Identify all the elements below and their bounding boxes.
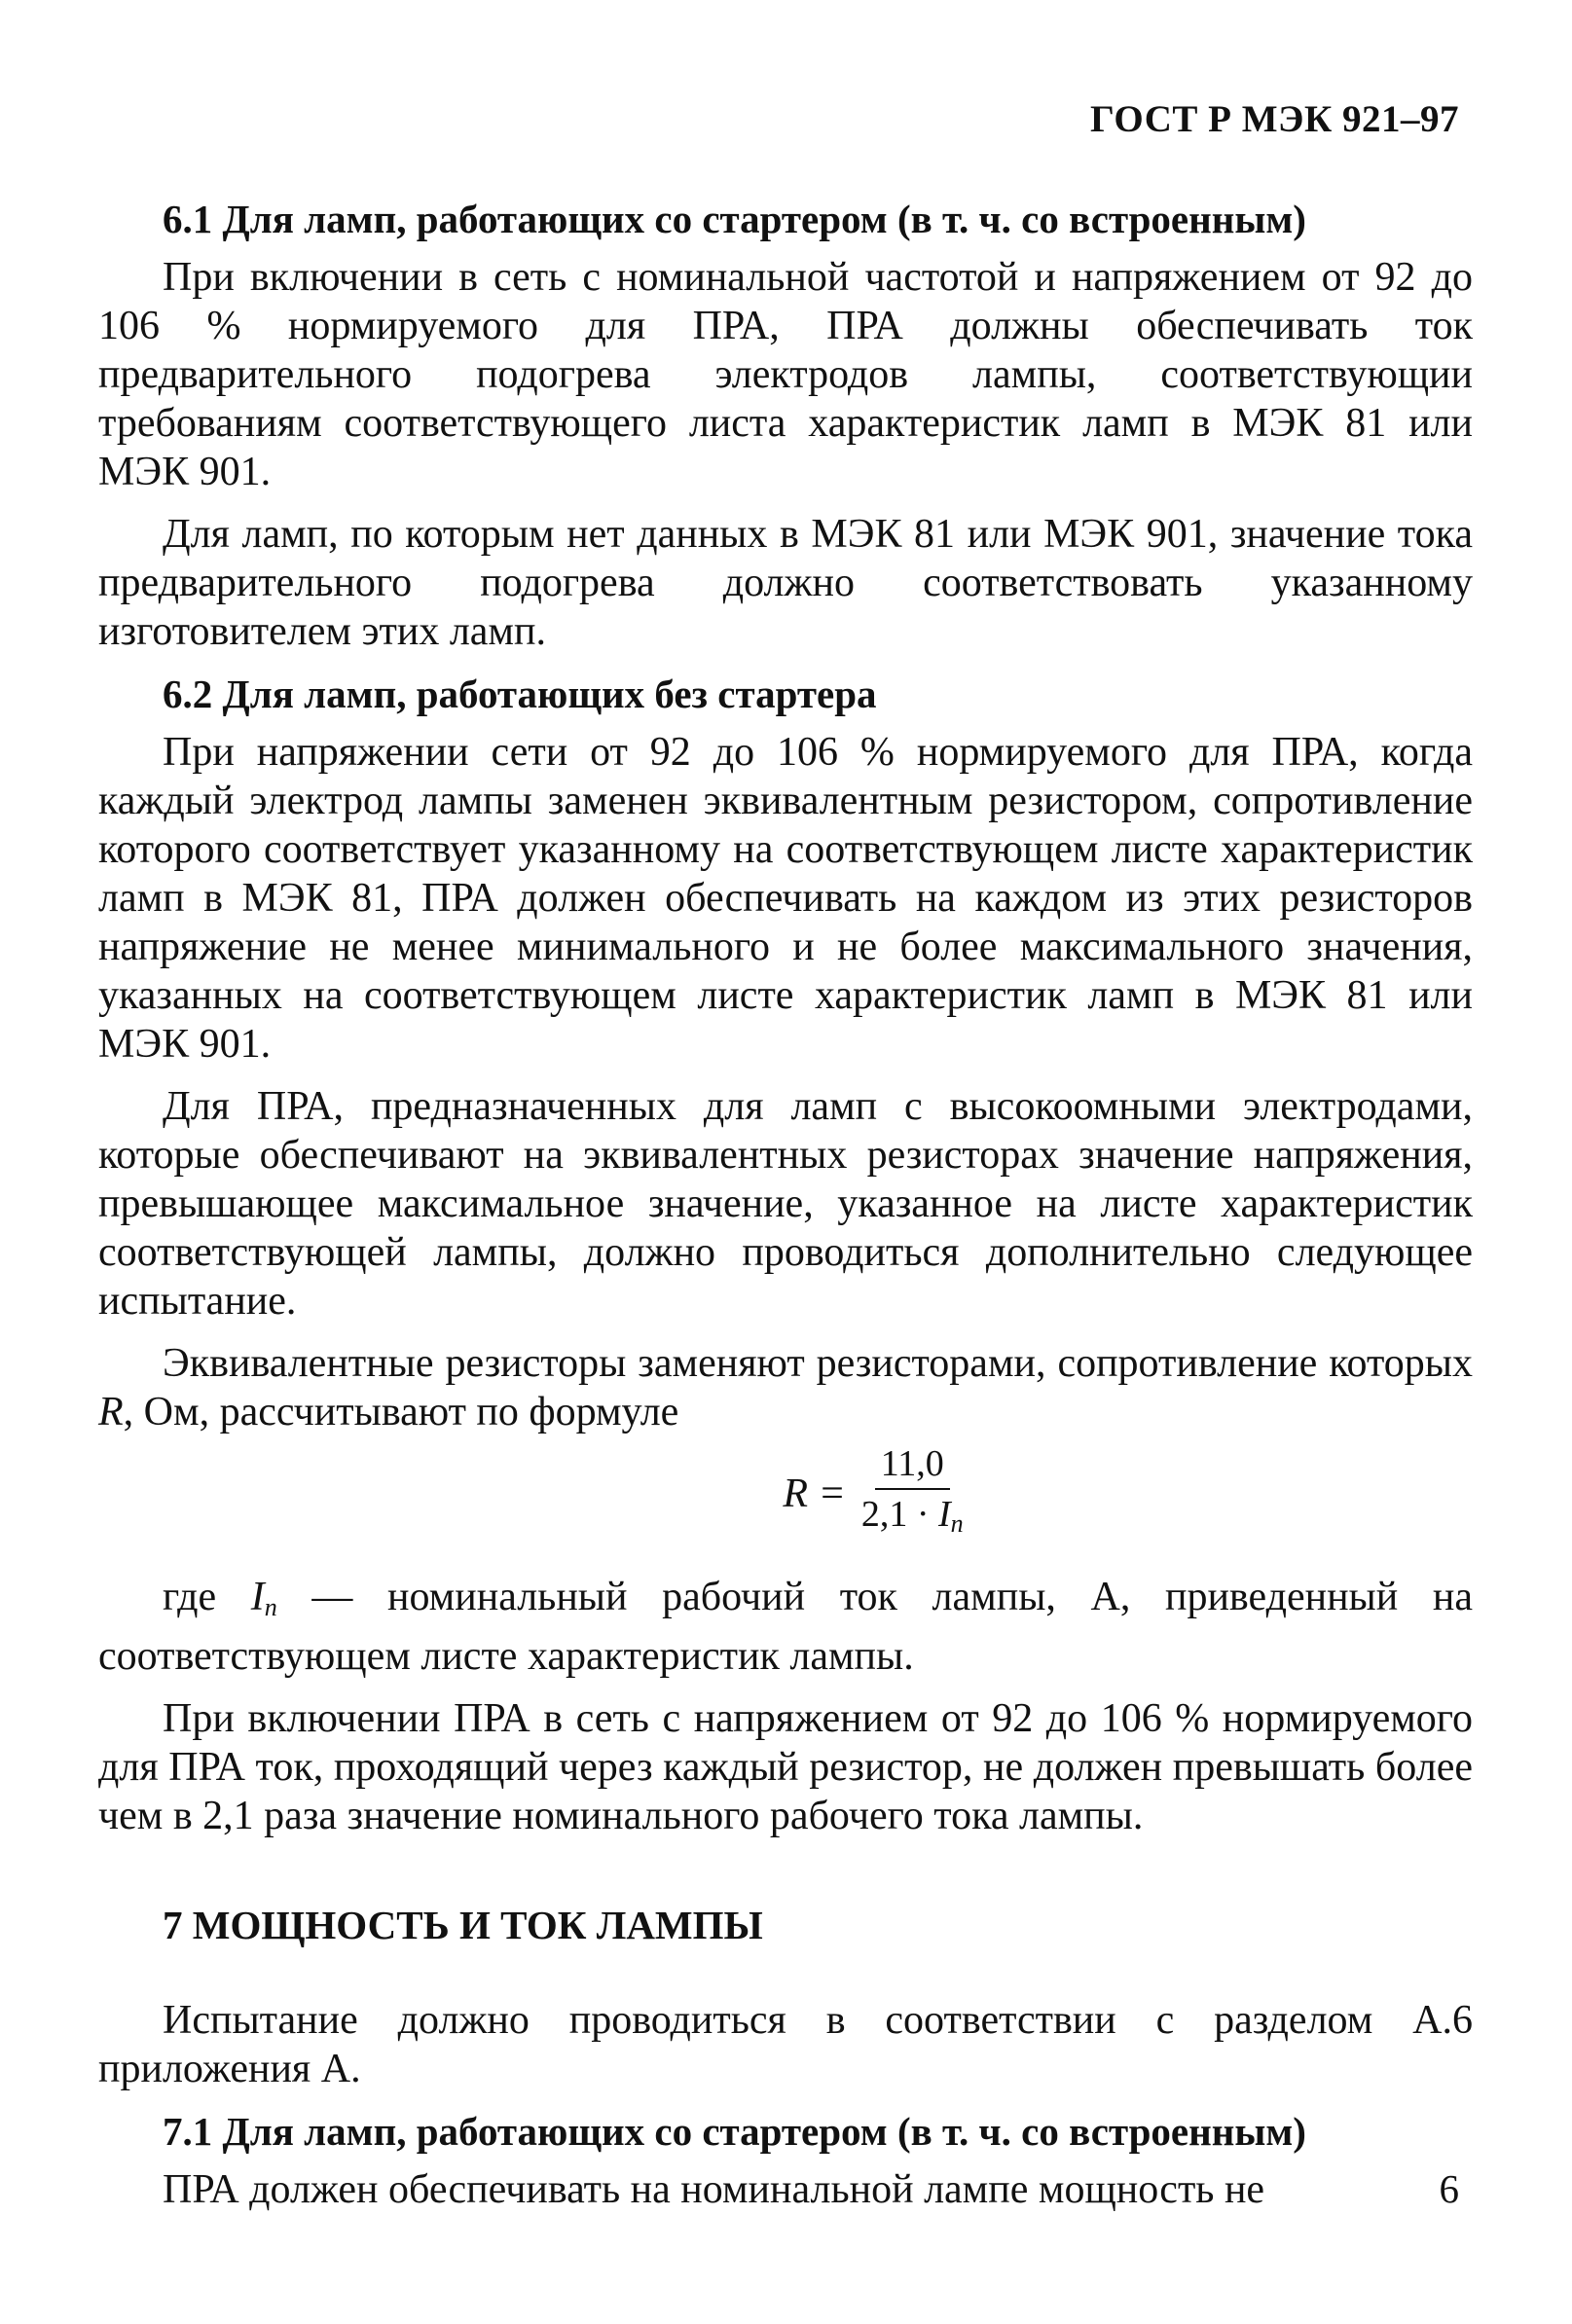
paragraph: Для ламп, по которым нет данных в МЭК 81 или МЭК 901, значение тока предварительного подогрева должно соответствовать указанному изготовителем этих ламп. bbox=[98, 512, 1473, 654]
section-heading-7: 7 МОЩНОСТЬ И ТОК ЛАМПЫ bbox=[163, 1903, 763, 1947]
section-heading-6-1: 6.1 Для ламп, работающих со стартером (в т. ч. со встроенным) bbox=[163, 197, 1306, 241]
section-heading-6-2: 6.2 Для ламп, работающих без стартера bbox=[163, 672, 877, 716]
document-header: ГОСТ Р МЭК 921–97 bbox=[1090, 98, 1459, 140]
document-body bbox=[98, 195, 1473, 2214]
paragraph: Эквивалентные резисторы заменяют резисторами, сопротивление которых R, Ом, рассчитывают по формуле bbox=[98, 1341, 1473, 1434]
paragraph: При включении ПРА в сеть с напряжением от 92 до 106 % нормируемого для ПРА ток, проходящий через каждый резистор, не должен превышать более чем в 2,1 раза значение номинального рабочего тока лампы. bbox=[98, 1696, 1473, 1838]
paragraph: Для ПРА, предназначенных для ламп с высокоомными электродами, которые обеспечивают на эквивалентных резисторах значение напряжения, превышающее максимальное значение, указанное на листе характеристик соответствующей лампы, должно проводиться дополнительно следующее испытание. bbox=[98, 1084, 1473, 1324]
paragraph: Испытание должно проводиться в соответствии с разделом А.6 приложения А. bbox=[98, 1998, 1473, 2091]
paragraph: При включении в сеть с номинальной частотой и напряжением от 92 до 106 % нормируемого для ПРА, ПРА должны обеспечивать ток предварительного подогрева электродов лампы, соответствующии требованиям соответствующего листа характеристик ламп в МЭК 81 или МЭК 901. bbox=[98, 255, 1473, 494]
formula-fraction bbox=[861, 1441, 964, 1546]
section-heading-7-1: 7.1 Для ламп, работающих со стартером (в т. ч. со встроенным) bbox=[163, 2109, 1306, 2154]
paragraph: При напряжении сети от 92 до 106 % нормируемого для ПРА, когда каждый электрод лампы заменен эквивалентным резистором, сопротивление которого соответствует указанному на соответствующем листе характеристик ламп в МЭК 81, ПРА должен обеспечивать на каждом из этих резисторов напряжение не менее минимального и не более максимального значения, указанных на соответствующем листе характеристик ламп в МЭК 81 или МЭК 901. bbox=[98, 730, 1473, 1067]
formula-numerator: 11,0 bbox=[875, 1441, 950, 1490]
resistance-formula bbox=[98, 1440, 1473, 1547]
paragraph-where: где $I_n$ — номинальный рабочий ток лампы, А, приведенный на соответствующем листе характеристик лампы. bbox=[98, 1575, 1473, 1679]
formula-denominator: $2,1 \cdot I_n$ bbox=[860, 1494, 964, 1538]
formula-lhs: R = bbox=[783, 1471, 846, 1516]
paragraph: ПРА должен обеспечивать на номинальной лампе мощность не bbox=[163, 2167, 1265, 2212]
page-number: 6 bbox=[1439, 2166, 1459, 2211]
